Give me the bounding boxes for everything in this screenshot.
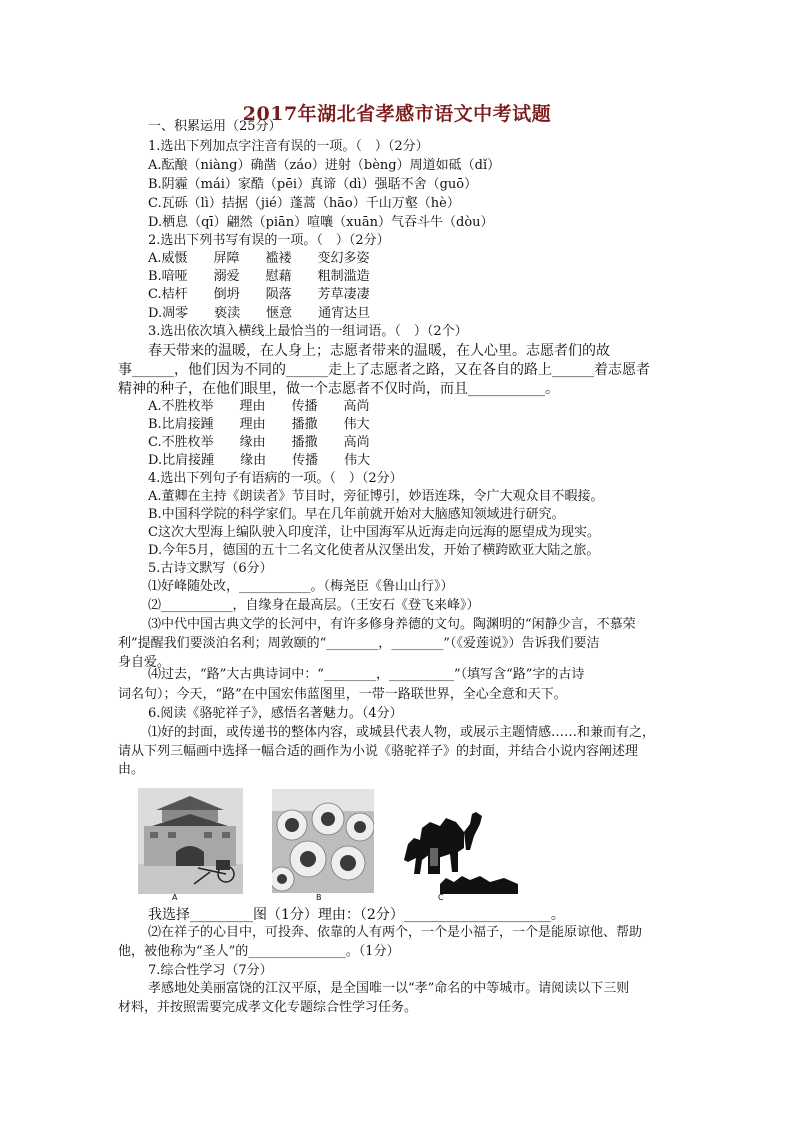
q6-item-1-line: ⑴好的封面，或传递书的整体内容，或城县代表人物，或展示主题情感……和兼而有之，: [148, 725, 656, 740]
q4-option-a: A.董卿在主持《朗读者》节目时，旁征博引，妙语连珠，令广大观众目不暇接。: [148, 489, 604, 504]
q3-passage-line: 事______，他们因为不同的______走上了志愿者之路，又在各自的路上______着志愿者: [118, 362, 650, 378]
q5-item-1: ⑴好峰随处改，___________。（梅尧臣《鲁山山行》）: [148, 579, 454, 594]
q5-item-3-line: 身自爱。: [118, 655, 171, 670]
q1-option-a: A.酝酿（niàng）确凿（záo）迸射（bèng）周道如砥（dǐ）: [148, 158, 501, 173]
figure-c-caption: C: [438, 893, 444, 902]
q5-item-3-line: 利”提醒我们要淡泊名利；周敦颐的“________，________”（《爱莲说》）告诉我们要洁: [118, 636, 600, 651]
question-6: 6.阅读《骆驼祥子》，感悟名著魅力。（4分）: [148, 706, 403, 721]
q2-option-b: B.喑哑 溺爱 慰藉 粗制滥造: [148, 269, 370, 284]
page-title: 2017年湖北省孝感市语文中考试题: [242, 103, 552, 125]
q1-option-d: D.栖息（qī）翩然（piān）喧嚷（xuān）气吞斗牛（dòu）: [148, 215, 494, 230]
q7-intro-line: 材料，并按照需要完成孝文化专题综合性学习任务。: [118, 1000, 418, 1015]
q5-item-4-line: 词名句）；今天，“路”在中国宏伟蓝图里，一带一路联世界，全心全意和天下。: [118, 687, 567, 702]
figure-b-sunflowers-image: [272, 782, 374, 900]
question-2: 2.选出下列书写有误的一项。（ ）（2分）: [148, 233, 390, 248]
q3-option-b: B.比肩接踵 理由 播撒 伟大: [148, 417, 370, 432]
q5-item-2: ⑵___________，自缘身在最高层。（王安石《登飞来峰》）: [148, 598, 480, 613]
question-7: 7.综合性学习（7分）: [148, 963, 273, 978]
q2-option-d: D.凋零 亵渎 惬意 通宵达旦: [148, 306, 371, 321]
q6-answer-choice: 我选择_________图（1分）理由：（2分）_____________________。: [148, 907, 565, 923]
q3-option-a: A.不胜枚举 理由 传播 高尚: [148, 399, 370, 414]
q7-intro-line: 孝感地处美丽富饶的江汉平原，是全国唯一以“孝”命名的中等城市。请阅读以下三则: [148, 981, 630, 996]
q4-option-d: D.今年5月，德国的五十二名文化使者从汉堡出发，开始了横跨欧亚大陆之旅。: [148, 543, 600, 558]
figure-a-caption: A: [172, 893, 178, 902]
q3-option-c: C.不胜枚举 缘由 播撒 高尚: [148, 435, 370, 450]
question-3: 3.选出依次填入横线上最恰当的一组词语。（ ）（2个）: [148, 324, 468, 339]
figure-b-caption: B: [316, 893, 322, 902]
question-5: 5.古诗文默写（6分）: [148, 561, 273, 576]
q2-option-c: C.桔杆 倒坍 陨落 芳草凄凄: [148, 287, 370, 302]
question-1: 1.选出下列加点字注音有误的一项。（ ）（2分）: [148, 139, 429, 154]
figure-c-camel-image: [400, 782, 520, 900]
q5-item-3-line: ⑶中代中国古典文学的长河中，有许多修身养德的文句。陶渊明的“闲静少言，不慕荣: [148, 617, 636, 632]
q3-passage-line: 春天带来的温暖，在人身上；志愿者带来的温暖，在人心里。志愿者们的故: [148, 343, 610, 359]
q4-option-c: C这次大型海上编队驶入印度洋，让中国海军从近海走向远海的愿望成为现实。: [148, 525, 600, 540]
q3-option-d: D.比肩接踵 缘由 传播 伟大: [148, 453, 371, 468]
q4-option-b: B.中国科学院的科学家们。早在几年前就开始对大脑感知领域进行研究。: [148, 507, 565, 522]
question-4: 4.选出下列句子有语病的一项。（ ）（2分）: [148, 471, 403, 486]
section-heading: 一、积累运用（25分）: [148, 119, 282, 134]
q2-option-a: A.威慑 屏障 褴褛 变幻多姿: [148, 251, 370, 266]
q1-option-c: C.瓦砾（lì）拮据（jié）蓬蒿（hāo）千山万壑（hè）: [148, 196, 460, 211]
q6-item-2-line: 他，被他称为“圣人”的_______________。（1分）: [118, 944, 400, 959]
figure-a-city-gate-image: [138, 782, 243, 900]
q6-item-1-line: 请从下列三幅画中选择一幅合适的画作为小说《骆驼祥子》的封面，并结合小说内容阐述理: [118, 744, 639, 759]
q6-item-1-line: 由。: [118, 762, 145, 777]
q6-item-2-line: ⑵在祥子的心目中，可投奔、依靠的人有两个，一个是小福子，一个是能原谅他、帮助: [148, 925, 643, 940]
q3-passage-line: 精神的种子，在他们眼里，做一个志愿者不仅时尚，而且___________。: [118, 381, 559, 397]
q5-item-4-line: ⑷过去，“路”大古典诗词中：“________，__________”（填写含“路”字的古诗: [148, 667, 585, 682]
q1-option-b: B.阴霾（mái）家酷（pēi）真谛（dì）强聒不舍（guō）: [148, 177, 478, 192]
